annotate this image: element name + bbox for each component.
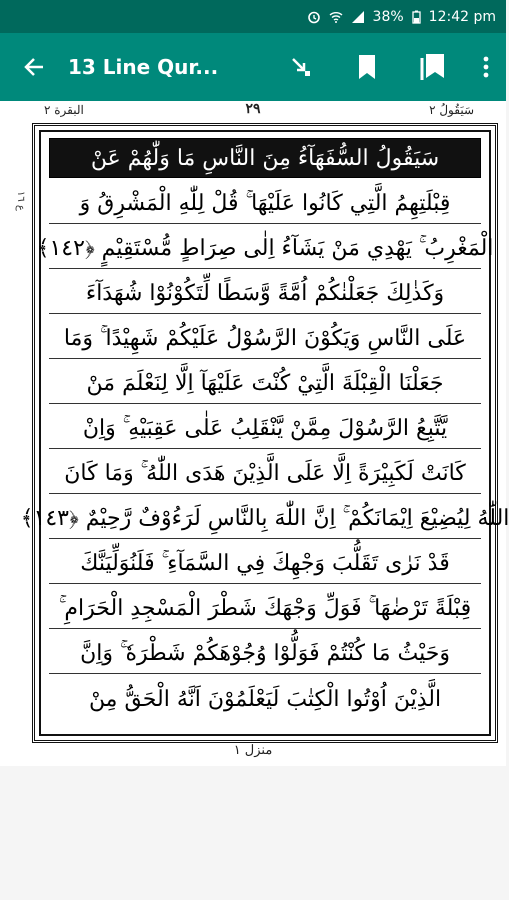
- manzil-marker: منزل ١: [233, 743, 273, 758]
- status-bar: [0, 0, 506, 33]
- header-para-name: سَيَقُولُ ٢: [429, 103, 474, 117]
- quran-line: اللّٰهُ لِيُضِيْعَ اِيْمَانَكُمْ ۚ اِنَّ اللّٰهَ بِالنَّاسِ لَرَءُوْفٌ رَّحِيْمٌ ﴿١٤٣﴾: [49, 499, 481, 539]
- bookmarks-icon: [420, 53, 446, 81]
- app-bar: [0, 33, 506, 101]
- quran-line: سَيَقُولُ السُّفَهَآءُ مِنَ النَّاسِ مَا وَلّٰهُمْ عَنْ: [49, 138, 481, 178]
- quran-line: يَّتَّبِعُ الرَّسُوْلَ مِمَّنْ يَّنْقَلِبُ عَلٰى عَقِبَيْهِ ۚ وَاِنْ: [49, 409, 481, 449]
- quran-line: وَحَيْثُ مَا كُنْتُمْ فَوَلُّوْا وُجُوْهَكُمْ شَطْرَهٗ ۚ وَاِنَّ: [49, 634, 481, 674]
- bookmark-icon: [356, 54, 378, 80]
- quran-line: جَعَلْنَا الْقِبْلَةَ الَّتِيْ كُنْتَ عَلَيْهَآ اِلَّا لِنَعْلَمَ مَنْ: [49, 364, 481, 404]
- ruku-marker: ع ١٦: [15, 191, 26, 211]
- page-number: ٢٩: [245, 101, 261, 117]
- bookmarks-list-button[interactable]: [400, 33, 466, 101]
- wifi-icon: [329, 10, 343, 24]
- more-options-button[interactable]: [466, 33, 506, 101]
- quran-line: عَلَى النَّاسِ وَيَكُوْنَ الرَّسُوْلُ عَلَيْكُمْ شَهِيْدًا ۚ وَمَا: [49, 319, 481, 359]
- empty-area: [0, 766, 506, 900]
- fullscreen-button[interactable]: [268, 33, 334, 101]
- quran-line: كَانَتْ لَكَبِيْرَةً اِلَّا عَلَى الَّذِيْنَ هَدَى اللّٰهُ ۚ وَمَا كَانَ: [49, 454, 481, 494]
- quran-page[interactable]: [0, 101, 509, 766]
- back-arrow-icon: [23, 56, 45, 78]
- battery-level: 38%: [372, 8, 404, 25]
- more-vert-icon: [483, 56, 489, 78]
- back-button[interactable]: [0, 33, 68, 101]
- page-header: [0, 101, 506, 123]
- alarm-icon: [307, 10, 321, 24]
- bookmark-button[interactable]: [334, 33, 400, 101]
- signal-icon: [351, 10, 365, 24]
- battery-icon: [412, 10, 421, 24]
- app-title: 13 Line Qur...: [68, 55, 219, 79]
- status-time: 12:42 pm: [428, 8, 496, 25]
- header-surah-name: البقرة ٢: [44, 103, 84, 117]
- quran-line: قَدْ نَرٰى تَقَلُّبَ وَجْهِكَ فِي السَّمَآءِ ۚ فَلَنُوَلِّيَنَّكَ: [49, 544, 481, 584]
- quran-line: قِبْلَتِهِمُ الَّتِي كَانُوا عَلَيْهَا ۚ قُلْ لِلّٰهِ الْمَشْرِقُ وَ: [49, 184, 481, 224]
- quran-line: قِبْلَةً تَرْضٰهَا ۚ فَوَلِّ وَجْهَكَ شَطْرَ الْمَسْجِدِ الْحَرَامِ ۚ: [49, 589, 481, 629]
- fullscreen-exit-icon: [290, 56, 312, 78]
- quran-line: الْمَغْرِبُ ۚ يَهْدِي مَنْ يَشَآءُ اِلٰى صِرَاطٍ مُّسْتَقِيْمٍ ﴿١٤٢﴾: [49, 229, 481, 269]
- quran-line: وَكَذٰلِكَ جَعَلْنٰكُمْ اُمَّةً وَّسَطًا لِّتَكُوْنُوْا شُهَدَآءَ: [49, 274, 481, 314]
- quran-line: الَّذِيْنَ اُوْتُوا الْكِتٰبَ لَيَعْلَمُوْنَ اَنَّهُ الْحَقُّ مِنْ: [88, 686, 442, 712]
